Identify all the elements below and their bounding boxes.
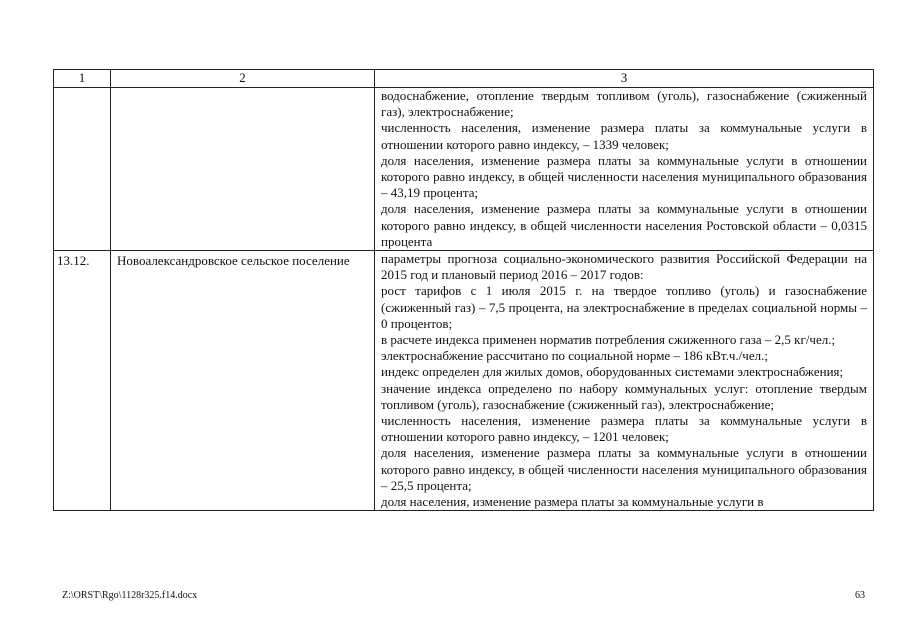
header-col-1: 1 [54, 70, 111, 88]
row-number [54, 88, 111, 251]
description-paragraph: численность населения, изменение размера платы за коммунальные услуги в отношении которого равно индексу, – 1339 человек; [381, 120, 867, 152]
header-col-3: 3 [375, 70, 874, 88]
description-paragraph: рост тарифов с 1 июля 2015 г. на твердое топливо (уголь) и газоснабжение (сжиженный газ) – 7,5 процента, на электроснабжение в пределах социальной нормы – 0 процентов; [381, 283, 867, 331]
municipality-name [111, 88, 375, 251]
table-row [54, 251, 874, 511]
footer-file-path: Z:\ORST\Rgo\1128r325.f14.docx [62, 590, 198, 601]
description-paragraph: параметры прогноза социально-экономического развития Российской Федерации на 2015 год и плановый период 2016 – 2017 годов: [381, 251, 867, 283]
description-paragraph: значение индекса определено по набору коммунальных услуг: отопление твердым топливом (уголь), газоснабжение (сжиженный газ), электроснабжение; [381, 380, 867, 412]
description-paragraph: электроснабжение рассчитано по социальной норме – 186 кВт.ч./чел.; [381, 348, 768, 364]
row-number: 13.12. [54, 251, 111, 511]
document-table [53, 69, 874, 511]
table-row [54, 88, 874, 251]
header-col-2: 2 [111, 70, 375, 88]
description-paragraph: водоснабжение, отопление твердым топливом (уголь), газоснабжение (сжиженный газ), электроснабжение; [381, 88, 867, 120]
row-description [375, 88, 874, 251]
description-paragraph: доля населения, изменение размера платы за коммунальные услуги в [381, 494, 764, 510]
description-paragraph: доля населения, изменение размера платы за коммунальные услуги в отношении которого равно индексу, в общей численности населения муниципального образования – 25,5 процента; [381, 445, 867, 493]
description-paragraph: доля населения, изменение размера платы за коммунальные услуги в отношении которого равно индексу, в общей численности населения муниципального образования – 43,19 процента; [381, 152, 867, 201]
footer-page-number: 63 [855, 590, 865, 601]
table-header-row [54, 70, 874, 88]
description-paragraph: в расчете индекса применен норматив потребления сжиженного газа – 2,5 кг/чел.; [381, 332, 836, 348]
description-paragraph: численность населения, изменение размера платы за коммунальные услуги в отношении которого равно индексу, – 1201 человек; [381, 413, 867, 445]
description-paragraph: доля населения, изменение размера платы за коммунальные услуги в отношении которого равно индексу, в общей численности населения Ростовской области – 0,0315 процента [381, 201, 867, 249]
row-description [375, 251, 874, 511]
municipality-name: Новоалександровское сельское поселение [111, 251, 375, 511]
description-paragraph: индекс определен для жилых домов, оборудованных системами электроснабжения; [381, 364, 844, 380]
